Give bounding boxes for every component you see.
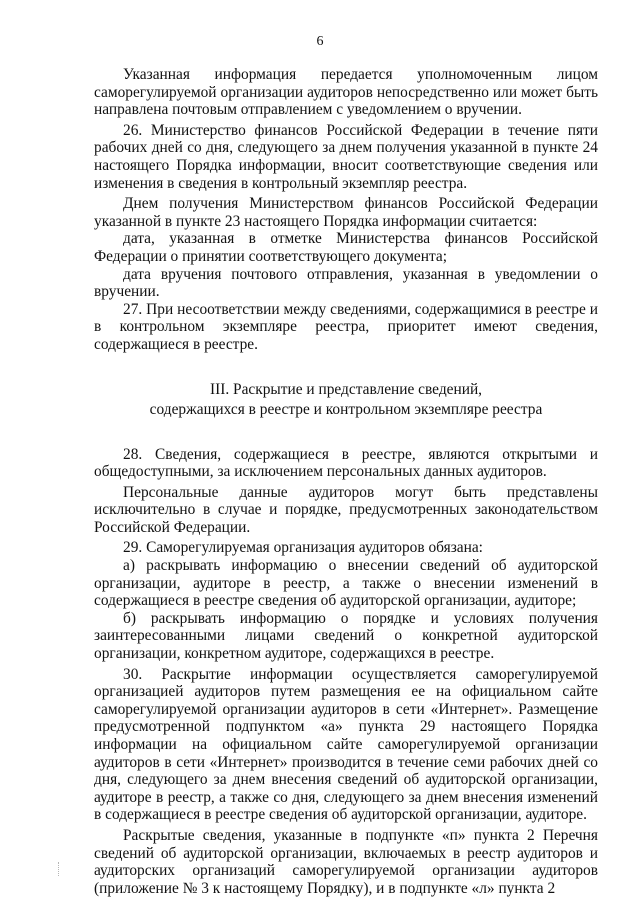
document-body [94,66,598,900]
scan-artifact [58,862,69,876]
section-heading-line: содержащихся в реестре и контрольном экземпляре реестра [149,400,543,418]
paragraph: дата вручения почтового отправления, указанная в уведомлении о вручении. [94,265,598,301]
paragraph: Днем получения Министерством финансов Российской Федерации указанной в пункте 23 настоящего Порядка информации считается: [94,195,598,230]
paragraph: а) раскрывать информацию о внесении сведений об аудиторской организации, аудиторе в реестр, а также о внесении изменений в содержащиеся в реестре сведения об аудиторской организации, аудиторе; [94,557,598,610]
paragraph: 30. Раскрытие информации осуществляется саморегулируемой организацией аудиторов путем размещения ее на официальном сайте саморегулируемой организации аудиторов в сети «Интернет». Размещение предусмотренной подпунктом «а» пункта 29 настоящего Порядка информации на официальном сайте саморегулируемой организации аудиторов в сети «Интернет» производится в течение семи рабочих дней со дня, следующего за днем внесения сведений об аудиторской организации, аудиторе в реестр, а также со дня, следующего за днем внесения изменений в содержащиеся в реестре сведения об аудиторской организации, аудиторе. [94,665,598,824]
paragraph: Указанная информация передается уполномоченным лицом саморегулируемой организации аудиторов непосредственно или может быть направлена почтовым отправлением с уведомлением о вручении. [94,66,598,119]
paragraph: дата, указанная в отметке Министерства финансов Российской Федерации о принятии соответствующего документа; [94,230,598,265]
paragraph: Раскрытые сведения, указанные в подпункте «п» пункта 2 Перечня сведений об аудиторской организации, включаемых в реестр аудиторов и аудиторских организаций саморегулируемой организации аудиторов (приложение № 3 к настоящему Порядку), и в подпункте «л» пункта 2 [94,826,598,897]
section-heading-line: III. Раскрытие и представление сведений, [209,380,483,398]
paragraph: Персональные данные аудиторов могут быть представлены исключительно в случае и порядке, предусмотренных законодательством Российской Федерации. [94,483,598,536]
section-heading [94,380,598,420]
paragraph: б) раскрывать информацию о порядке и условиях получения заинтересованными лицами сведений о конкретной аудиторской организации, конкретном аудиторе, содержащихся в реестре. [94,609,598,663]
paragraph: 28. Сведения, содержащиеся в реестре, являются открытыми и общедоступными, за исключением персональных данных аудиторов. [94,445,598,481]
page-number: 6 [316,34,324,49]
paragraph: 26. Министерство финансов Российской Федерации в течение пяти рабочих дней со дня, следующего за днем получения указанной в пункте 24 настоящего Порядка информации, вносит соответствующие сведения или изменения в сведения в контрольный экземпляр реестра. [94,121,598,192]
paragraph: 29. Саморегулируемая организация аудиторов обязана: [123,539,483,557]
paragraph: 27. При несоответствии между сведениями, содержащимися в реестре и в контрольном экземпляре реестра, приоритет имеют сведения, содержащиеся в реестре. [94,300,598,353]
